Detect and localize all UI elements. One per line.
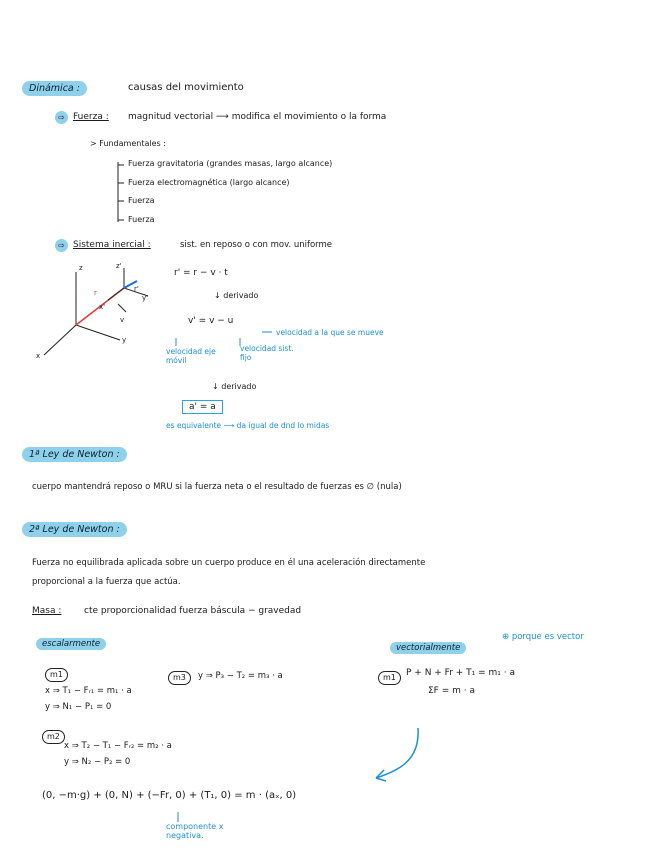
m2-y-equation: y ⇒ N₂ − P₂ = 0 bbox=[64, 757, 131, 767]
ley1-text: cuerpo mantendrá reposo o MRU si la fuerza neta o el resultado de fuerzas es ∅ (nula) bbox=[32, 482, 402, 492]
axis-z2-label: z' bbox=[116, 262, 122, 270]
axis-z-label: z bbox=[79, 264, 83, 272]
vectorial-tag: vectorialmente bbox=[390, 642, 466, 654]
vector-v-label: v bbox=[120, 316, 125, 324]
ley2-tag: 2ª Ley de Newton : bbox=[22, 522, 127, 537]
fundamentales-label: > Fundamentales : bbox=[90, 139, 166, 148]
equation-acceleration: a' = a bbox=[182, 400, 223, 414]
vector-r-label: r bbox=[94, 289, 97, 297]
note-velocity-fixed: velocidad sist. fijo bbox=[240, 344, 294, 362]
ley2-text-line1: Fuerza no equilibrada aplicada sobre un cuerpo produce en él una aceleración directamente bbox=[32, 558, 426, 568]
vector-note: ⊕ porque es vector bbox=[502, 632, 584, 642]
list-ticks bbox=[118, 165, 124, 220]
axis-x-label: x bbox=[36, 352, 41, 360]
m3-marker: m3 bbox=[168, 671, 191, 685]
m2-marker: m2 bbox=[42, 730, 65, 744]
sistema-label: Sistema inercial : bbox=[73, 240, 151, 250]
axes-diagram bbox=[44, 268, 148, 355]
derivado-label: ↓ derivado bbox=[212, 382, 257, 391]
fundamental-item: Fuerza gravitatoria (grandes masas, largo alcance) bbox=[128, 159, 333, 168]
axis-y2-label: y' bbox=[142, 294, 149, 302]
note-equivalent: es equivalente ⟶ da igual de dnd lo midas bbox=[166, 421, 330, 430]
fundamental-item: Fuerza bbox=[128, 215, 155, 224]
note-velocity-u: velocidad a la que se mueve bbox=[276, 328, 384, 337]
vector-r2-label: r' bbox=[134, 285, 139, 293]
component-note: componente x negativa. bbox=[166, 822, 224, 840]
m3-equation: y ⇒ P₃ − T₂ = m₃ · a bbox=[198, 671, 283, 681]
masa-label: Masa : bbox=[32, 606, 62, 616]
pointer-arrow bbox=[376, 728, 418, 778]
page-title: causas del movimiento bbox=[128, 82, 244, 93]
axis-y-label: y bbox=[122, 336, 127, 344]
fundamental-item: Fuerza electromagnética (largo alcance) bbox=[128, 178, 290, 187]
equation-position: r' = r − v · t bbox=[174, 268, 228, 278]
note-velocity-moving: velocidad eje móvil bbox=[166, 347, 216, 365]
fuerza-label: Fuerza : bbox=[73, 112, 109, 122]
escalar-tag: escalarmente bbox=[36, 638, 106, 650]
bullet-icon: ⇨ bbox=[55, 239, 68, 252]
m1-marker: m1 bbox=[45, 668, 68, 682]
bullet-icon: ⇨ bbox=[55, 111, 68, 124]
equation-velocity: v' = v − u bbox=[188, 316, 234, 326]
m1-marker-vector: m1 bbox=[378, 671, 401, 685]
ley1-tag: 1ª Ley de Newton : bbox=[22, 447, 127, 462]
m1-y-equation: y ⇒ N₁ − P₁ = 0 bbox=[45, 702, 112, 712]
dinamica-tag: Dinámica : bbox=[22, 81, 87, 96]
ley2-text-line2: proporcional a la fuerza que actúa. bbox=[32, 577, 181, 587]
fundamental-item: Fuerza bbox=[128, 196, 155, 205]
m2-x-equation: x ⇒ T₂ − T₁ − Fᵣ₂ = m₂ · a bbox=[64, 741, 172, 751]
masa-text: cte proporcionalidad fuerza báscula − gravedad bbox=[84, 606, 302, 616]
vector-equation-forces: P + N + Fr + T₁ = m₁ · a bbox=[406, 668, 516, 678]
sistema-definition: sist. en reposo o con mov. uniforme bbox=[180, 240, 333, 250]
component-equation: (0, −m·g) + (0, N) + (−Fr, 0) + (T₁, 0) = m · (aₓ, 0) bbox=[42, 790, 297, 801]
fuerza-definition: magnitud vectorial ⟶ modifica el movimiento o la forma bbox=[128, 112, 387, 122]
vector-equation-sum: ΣF = m · a bbox=[428, 686, 475, 696]
derivado-label: ↓ derivado bbox=[214, 291, 259, 300]
axis-x2-label: x' bbox=[99, 303, 106, 311]
m1-x-equation: x ⇒ T₁ − Fᵣ₁ = m₁ · a bbox=[45, 686, 132, 696]
